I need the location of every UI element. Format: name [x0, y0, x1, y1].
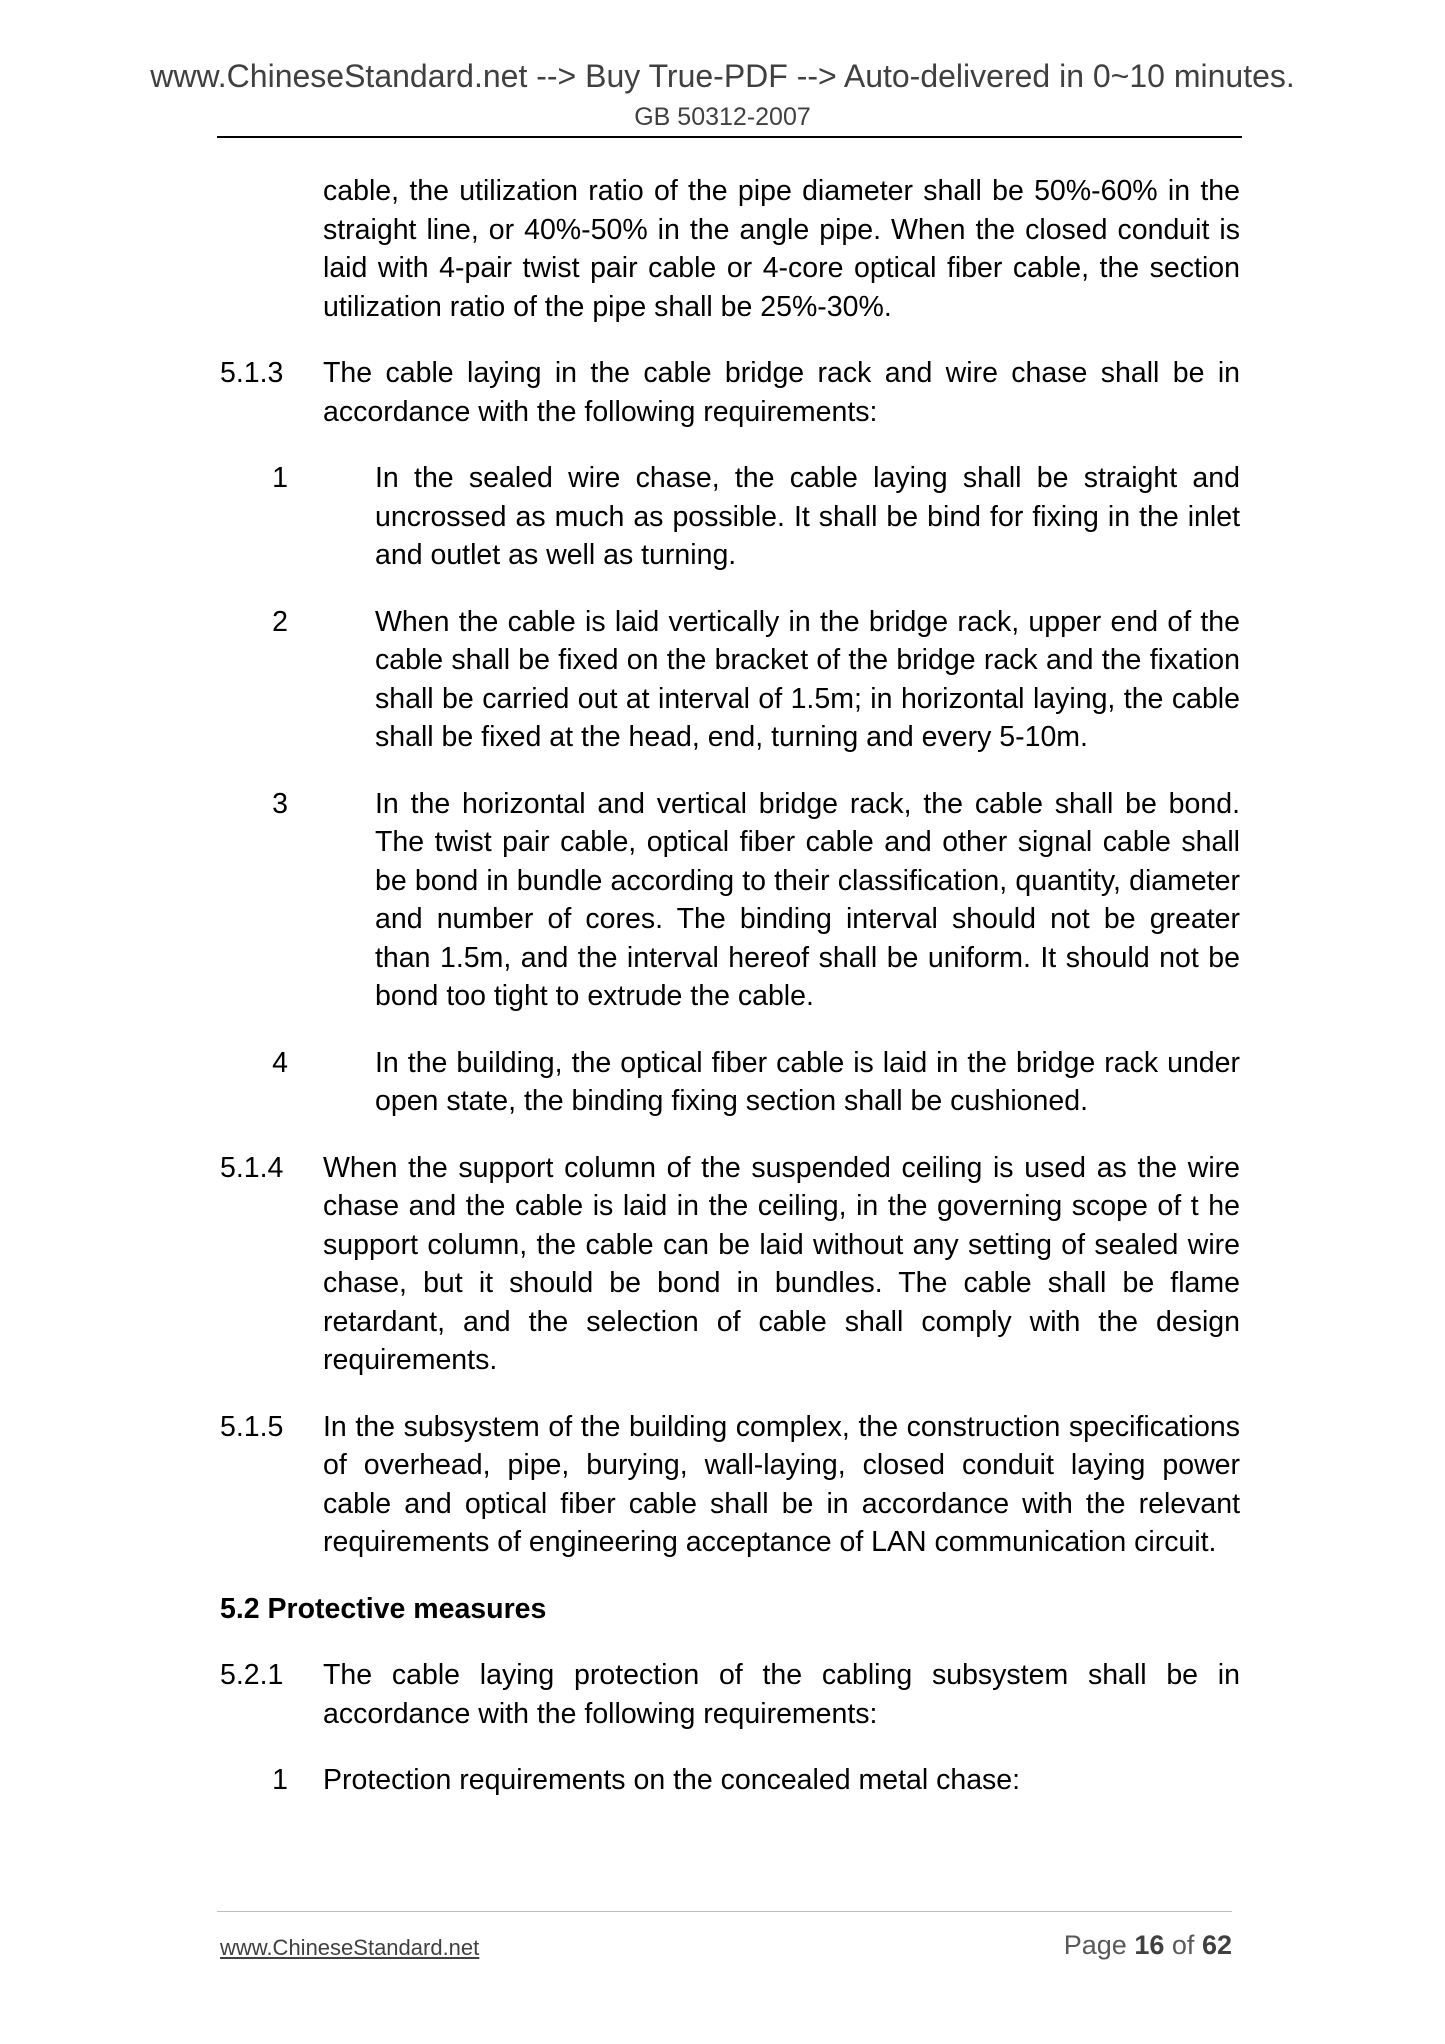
item-text: In the horizontal and vertical bridge rack, the cable shall be bond. The twist pair cable, optical fiber cable and other signal cable shall be bond in bundle according to their classification, quantity, diameter and number of cores. The binding interval should not be greater than 1.5m, and the interval hereof shall be uniform. It should not be bond too tight to extrude the cable.: [375, 787, 1240, 1012]
clause-5-2-1: [220, 1656, 1240, 1733]
clause-text: The cable laying in the cable bridge rack and wire chase shall be in accordance with the following requirements:: [323, 357, 1240, 428]
clause-number: 5.1.3: [220, 357, 284, 389]
item-number: 1: [272, 462, 288, 494]
page-content: [220, 172, 1240, 1828]
footer-divider: [217, 1911, 1232, 1912]
item-number: 2: [272, 605, 288, 638]
list-item: [220, 459, 1240, 575]
page-indicator: [1064, 1930, 1232, 1961]
clause-number: 5.2.1: [220, 1659, 284, 1691]
footer-site-link[interactable]: www.ChineseStandard.net: [220, 1935, 480, 1960]
item-number: 4: [272, 1046, 288, 1079]
item-number: 3: [272, 787, 288, 820]
clause-5-1-5: [220, 1408, 1240, 1562]
page-prefix: Page: [1063, 1930, 1127, 1960]
page-of: of: [1171, 1930, 1195, 1960]
list-item: [220, 1044, 1240, 1121]
item-text: When the cable is laid vertically in the bridge rack, upper end of the cable shall be fixed on the bracket of the bridge rack and the fixation shall be carried out at interval of 1.5m; in horizontal laying, the cable shall be fixed at the head, end, turning and every 5-10m.: [375, 605, 1240, 753]
header-banner: www.ChineseStandard.net --> Buy True-PDF --> Auto-delivered in 0~10 minutes.: [150, 58, 1295, 94]
page-total: 62: [1201, 1930, 1232, 1960]
continuation-paragraph: cable, the utilization ratio of the pipe diameter shall be 50%-60% in the straight line, or 40%-50% in the angle pipe. When the closed conduit is laid with 4-pair twist pair cable or 4-core optical fiber cable, the section utilization ratio of the pipe shall be 25%-30%.: [323, 175, 1240, 323]
clause-5-1-3: [220, 354, 1240, 431]
list-item: [220, 603, 1240, 757]
page-current: 16: [1134, 1930, 1165, 1960]
clause-text: When the support column of the suspended ceiling is used as the wire chase and the cable is laid in the ceiling, in the governing scope of t he support column, the cable can be laid without any setting of sealed wire chase, but it should be bond in bundles. The cable shall be flame retardant, and the selection of cable shall comply with the design requirements.: [323, 1151, 1240, 1376]
clause-text: The cable laying protection of the cabling subsystem shall be in accordance with the following requirements:: [323, 1659, 1240, 1730]
item-number: 1: [272, 1764, 288, 1796]
clause-text: In the subsystem of the building complex, the construction specifications of overhead, pipe, burying, wall-laying, closed conduit laying power cable and optical fiber cable shall be in accordance with the relevant requirements of engineering acceptance of LAN communication circuit.: [323, 1410, 1240, 1558]
header-divider: [217, 136, 1242, 138]
clause-number: 5.1.5: [220, 1410, 284, 1443]
clause-number: 5.1.4: [220, 1151, 284, 1184]
standard-number: GB 50312-2007: [634, 103, 811, 131]
section-heading: 5.2 Protective measures: [220, 1592, 547, 1625]
item-text: In the building, the optical fiber cable is laid in the bridge rack under open state, the binding fixing section shall be cushioned.: [375, 1046, 1240, 1117]
item-text: In the sealed wire chase, the cable laying shall be straight and uncrossed as much as possible. It shall be bind for fixing in the inlet and outlet as well as turning.: [375, 462, 1240, 571]
item-text: Protection requirements on the concealed metal chase:: [323, 1764, 1021, 1796]
list-item: [220, 1761, 1240, 1800]
list-item: [220, 785, 1240, 1016]
clause-5-1-4: [220, 1149, 1240, 1380]
